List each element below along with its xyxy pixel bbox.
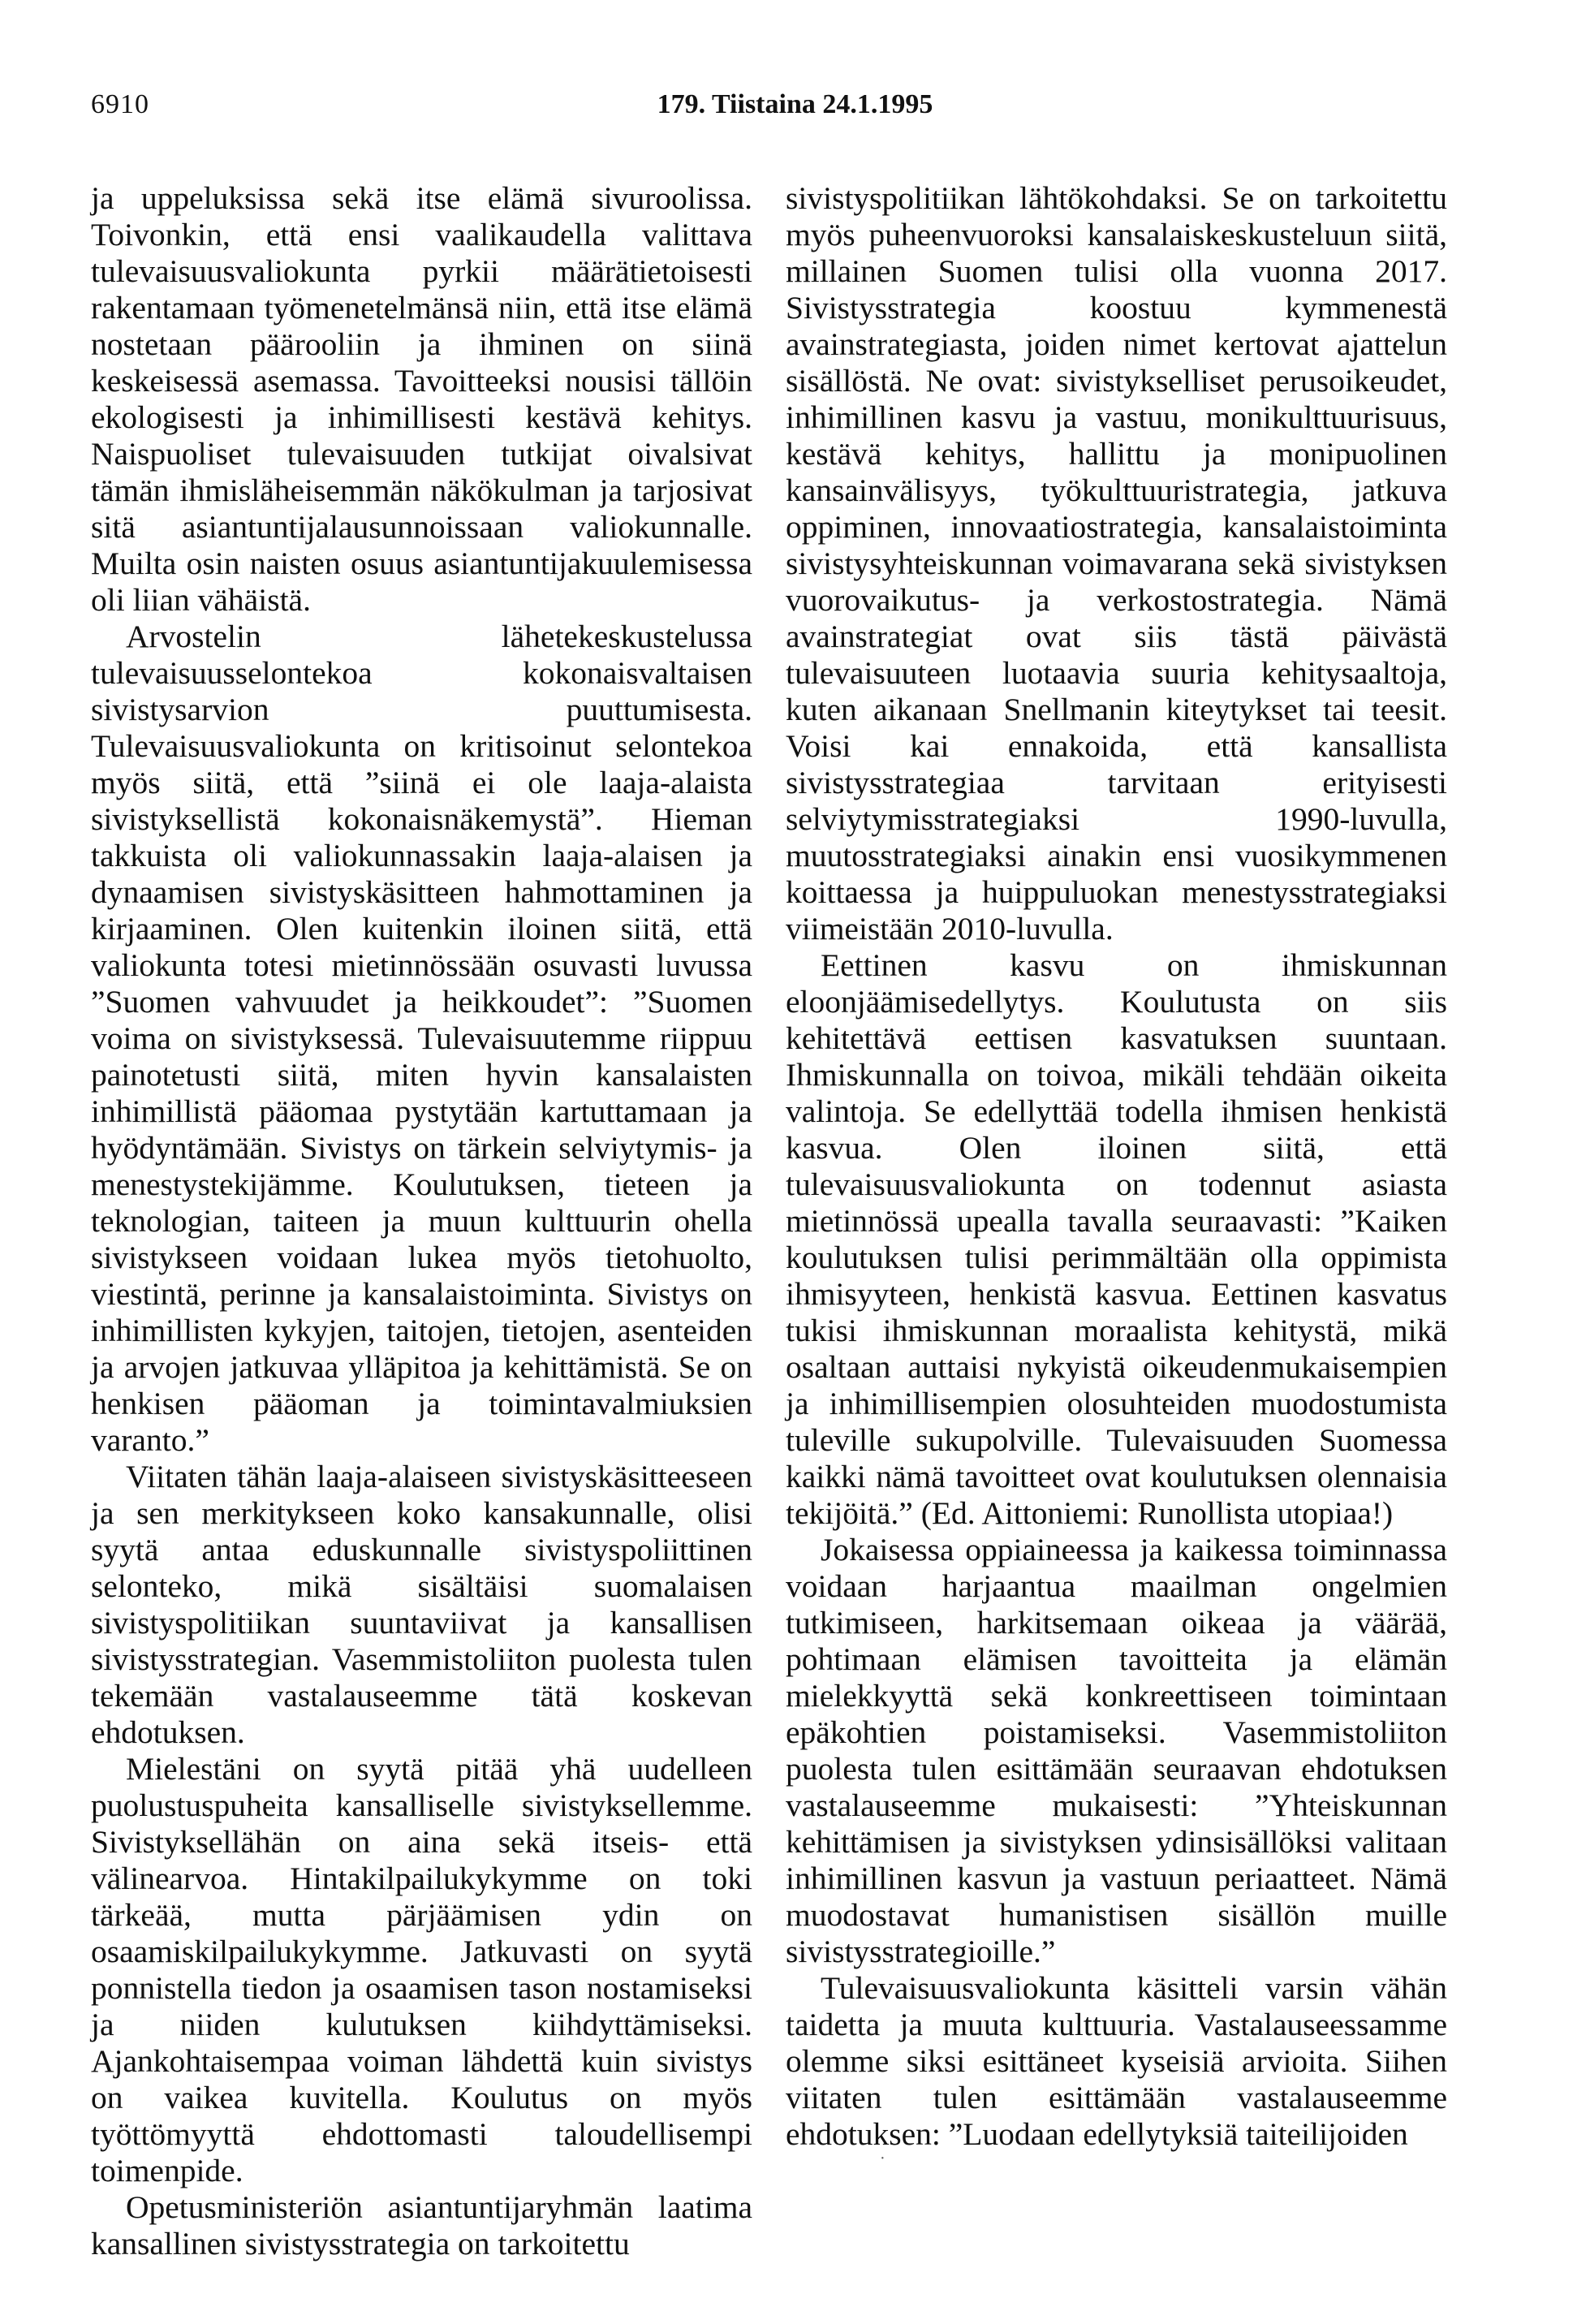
paragraph: Jokaisessa oppiaineessa ja kaikessa toiminnassa voidaan harjaantua maailman ongelmien tutkimiseen, harkitsemaan oikeaa ja väärää, pohtimaan elämisen tavoitteita ja elämän mielekkyyttä sekä konkreettiseen toimintaan epäkohtien poistamiseksi. Vasemmistoliiton puolesta tulen esittämään seuraavan ehdotuksen vastalauseemme mukaisesti: ”Yhteiskunnan kehittämisen ja sivistyksen ydinsisällöksi valitaan inhimillinen kasvun ja vastuun periaatteet. Nämä muodostavat humanistisen sisällön muille sivistysstrategioille.”	[786, 1532, 1447, 1969]
paragraph: Tulevaisuusvaliokunta käsitteli varsin vähän taidetta ja muuta kulttuuria. Vastalauseessamme olemme siksi esittäneet kyseisiä arvioita. Siihen viitaten tulen esittämään vastalauseemme ehdotuksen: ”Luodaan edellytyksiä taiteilijoiden	[786, 1970, 1447, 2152]
running-title: 179. Tiistaina 24.1.1995	[657, 89, 933, 119]
paragraph: Opetusministeriön asiantuntijaryhmän laatima kansallinen sivistysstrategia on tarkoitettu	[91, 2189, 752, 2261]
paragraph: Mielestäni on syytä pitää yhä uudelleen puolustuspuheita kansalliselle sivistyksellemme. Sivistyksellähän on aina sekä itseis- että välinearvoa. Hintakilpailukykymme on toki tärkeää, mutta pärjäämisen ydin on osaamiskilpailukykymme. Jatkuvasti on syytä ponnistella tiedon ja osaamisen tason nostamiseksi ja niiden kulutuksen kiihdyttämiseksi. Ajankohtaisempaa voiman lähdettä kuin sivistys on vaikea kuvitella. Koulutus on myös työttömyyttä ehdottomasti taloudellisempi toimenpide.	[91, 1751, 752, 2188]
left-column	[91, 180, 752, 2262]
paragraph: Viitaten tähän laaja-alaiseen sivistyskäsitteeseen ja sen merkitykseen koko kansakunnalle, olisi syytä antaa eduskunnalle sivistyspoliittinen selonteko, mikä sisältäisi suomalaisen sivistyspolitiikan suuntaviivat ja kansallisen sivistysstrategian. Vasemmistoliiton puolesta tulen tekemään vastalauseemme tätä koskevan ehdotuksen.	[91, 1459, 752, 1750]
paragraph: Eettinen kasvu on ihmiskunnan eloonjäämisedellytys. Koulutusta on siis kehitettävä eettisen kasvatuksen suuntaan. Ihmiskunnalla on toivoa, mikäli tehdään oikeita valintoja. Se edellyttää todella ihmisen henkistä kasvua. Olen iloinen siitä, että tulevaisuusvaliokunta on todennut asiasta mietinnössä upealla tavalla seuraavasti: ”Kaiken koulutuksen tulisi perimmältään olla oppimista ihmisyyteen, henkistä kasvua. Eettinen kasvatus tukisi ihmiskunnan moraalista kehitystä, mikä osaltaan auttaisi nykyistä oikeudenmukaisempien ja inhimillisempien olosuhteiden muodostumista tuleville sukupolville. Tulevaisuuden Suomessa kaikki nämä tavoitteet ovat koulutuksen olennaisia tekijöitä.” (Ed. Aittoniemi: Runollista utopiaa!)	[786, 947, 1447, 1531]
page-number: 6910	[91, 89, 149, 119]
paragraph: ja uppeluksissa sekä itse elämä sivuroolissa. Toivonkin, että ensi vaalikaudella valittava tulevaisuusvaliokunta pyrkii määrätietoisesti rakentamaan työmenetelmänsä niin, että itse elämä nostetaan päärooliin ja ihminen on siinä keskeisessä asemassa. Tavoitteeksi nousisi tällöin ekologisesti ja inhimillisesti kestävä kehitys. Naispuoliset tulevaisuuden tutkijat oivalsivat tämän ihmisläheisemmän näkökulman ja tarjosivat sitä asiantuntijalausunnoissaan valiokunnalle. Muilta osin naisten osuus asiantuntijakuulemisessa oli liian vähäistä.	[91, 180, 752, 618]
right-column	[786, 180, 1447, 2153]
print-speck: ·	[880, 2149, 885, 2167]
paragraph: Arvostelin lähetekeskustelussa tulevaisuusselontekoa kokonaisvaltaisen sivistysarvion puuttumisesta. Tulevaisuusvaliokunta on kritisoinut selontekoa myös siitä, että ”siinä ei ole laaja-alaista sivistyksellistä kokonaisnäkemystä”. Hieman takkuista oli valiokunnassakin laaja-alaisen ja dynaamisen sivistyskäsitteen hahmottaminen ja kirjaaminen. Olen kuitenkin iloinen siitä, että valiokunta totesi mietinnössään osuvasti luvussa ”Suomen vahvuudet ja heikkoudet”: ”Suomen voima on sivistyksessä. Tulevaisuutemme riippuu painotetusti siitä, miten hyvin kansalaisten inhimillistä pääomaa pystytään kartuttamaan ja hyödyntämään. Sivistys on tärkein selviytymis- ja menestystekijämme. Koulutuksen, tieteen ja teknologian, taiteen ja muun kulttuurin ohella sivistykseen voidaan lukea myös tietohuolto, viestintä, perinne ja kansalaistoiminta. Sivistys on inhimillisten kykyjen, taitojen, tietojen, asenteiden ja arvojen jatkuvaa ylläpitoa ja kehittämistä. Se on henkisen pääoman ja toimintavalmiuksien varanto.”	[91, 619, 752, 1458]
paragraph: sivistyspolitiikan lähtökohdaksi. Se on tarkoitettu myös puheenvuoroksi kansalaiskeskusteluun siitä, millainen Suomen tulisi olla vuonna 2017. Sivistysstrategia koostuu kymmenestä avainstrategiasta, joiden nimet kertovat ajattelun sisällöstä. Ne ovat: sivistykselliset perusoikeudet, inhimillinen kasvu ja vastuu, monikulttuurisuus, kestävä kehitys, hallittu ja monipuolinen kansainvälisyys, työkulttuuristrategia, jatkuva oppiminen, innovaatiostrategia, kansalaistoiminta sivistysyhteiskunnan voimavarana sekä sivistyksen vuorovaikutus- ja verkostostrategia. Nämä avainstrategiat ovat siis tästä päivästä tulevaisuuteen luotaavia suuria kehitysaaltoja, kuten aikanaan Snellmanin kiteytykset tai teesit. Voisi kai ennakoida, että kansallista sivistysstrategiaa tarvitaan erityisesti selviytymisstrategiaksi 1990-luvulla, muutosstrategiaksi ainakin ensi vuosikymmenen koittaessa ja huippuluokan menestysstrategiaksi viimeistään 2010-luvulla.	[786, 180, 1447, 946]
